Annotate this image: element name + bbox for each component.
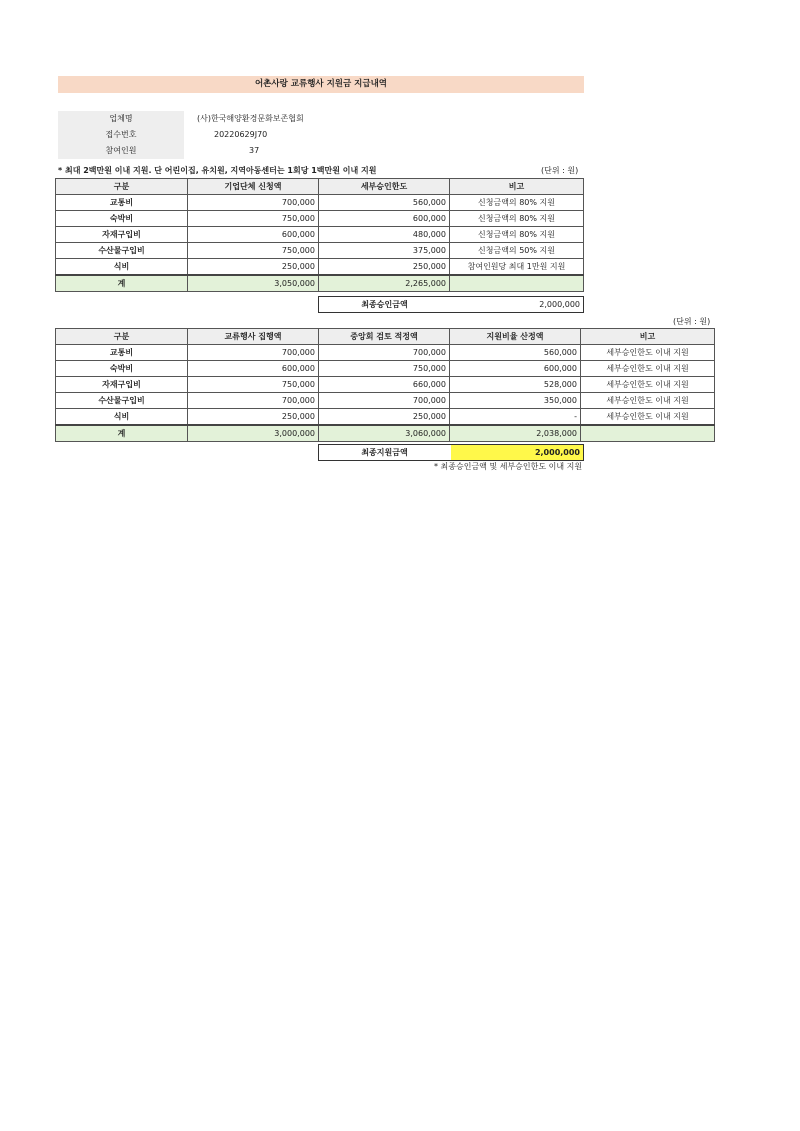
col-header: 중앙회 검토 적정액	[319, 329, 450, 345]
table-row	[56, 393, 715, 409]
approval-table	[55, 178, 584, 292]
category-cell: 식비	[56, 259, 188, 276]
participants-label: 참여인원	[58, 143, 184, 159]
col-header: 비고	[581, 329, 715, 345]
table-header-row	[56, 179, 584, 195]
participants-value: 37	[249, 146, 260, 155]
table-row	[56, 259, 584, 276]
limit-amount-cell: 600,000	[319, 211, 450, 227]
company-value: (사)한국해양환경문화보존협회	[197, 114, 304, 123]
category-cell: 자재구입비	[56, 227, 188, 243]
review-amount-cell: 250,000	[319, 409, 450, 426]
col-header: 기업단체 신청액	[188, 179, 319, 195]
col-header: 교류행사 집행액	[188, 329, 319, 345]
total-remark-cell	[581, 425, 715, 442]
limit-amount-cell: 375,000	[319, 243, 450, 259]
apply-amount-cell: 250,000	[188, 259, 319, 276]
calculated-amount-cell: 350,000	[450, 393, 581, 409]
unit-label-2: (단위 : 원)	[673, 317, 711, 326]
final-support-box	[318, 444, 584, 461]
support-note: * 최대 2백만원 이내 지원. 단 어린이집, 유치원, 지역아동센터는 1회당 1백만원 이내 지원	[58, 166, 377, 175]
remark-cell: 세부승인한도 이내 지원	[581, 345, 715, 361]
executed-amount-cell: 750,000	[188, 377, 319, 393]
remark-cell: 세부승인한도 이내 지원	[581, 409, 715, 426]
category-cell: 자재구입비	[56, 377, 188, 393]
category-cell: 수산물구입비	[56, 243, 188, 259]
remark-cell: 신청금액의 80% 지원	[450, 211, 584, 227]
settlement-table	[55, 328, 715, 442]
total-row	[56, 275, 584, 292]
col-header: 구분	[56, 179, 188, 195]
category-cell: 수산물구입비	[56, 393, 188, 409]
category-cell: 교통비	[56, 345, 188, 361]
apply-amount-cell: 700,000	[188, 195, 319, 211]
table-row	[56, 227, 584, 243]
apply-amount-cell: 600,000	[188, 227, 319, 243]
apply-amount-cell: 750,000	[188, 211, 319, 227]
total-remark-cell	[450, 275, 584, 292]
final-support-value: 2,000,000	[534, 448, 580, 457]
category-cell: 교통비	[56, 195, 188, 211]
total-executed-cell: 3,000,000	[188, 425, 319, 442]
final-approval-box	[318, 296, 584, 313]
remark-cell: 세부승인한도 이내 지원	[581, 377, 715, 393]
apply-amount-cell: 750,000	[188, 243, 319, 259]
limit-amount-cell: 250,000	[319, 259, 450, 276]
category-cell: 숙박비	[56, 361, 188, 377]
table-row	[56, 243, 584, 259]
receipt-number-label: 접수번호	[58, 127, 184, 143]
remark-cell: 신청금액의 80% 지원	[450, 195, 584, 211]
page-title: 어촌사랑 교류행사 지원금 지급내역	[58, 76, 584, 93]
company-label: 업체명	[58, 111, 184, 127]
receipt-number-value: 20220629J70	[214, 130, 268, 139]
remark-cell: 세부승인한도 이내 지원	[581, 361, 715, 377]
total-row	[56, 425, 715, 442]
limit-amount-cell: 480,000	[319, 227, 450, 243]
review-amount-cell: 700,000	[319, 345, 450, 361]
final-support-label: 최종지원금액	[361, 448, 408, 457]
category-cell: 식비	[56, 409, 188, 426]
calculated-amount-cell: 528,000	[450, 377, 581, 393]
table-row	[56, 377, 715, 393]
total-apply-cell: 3,050,000	[188, 275, 319, 292]
table-row	[56, 409, 715, 426]
table-row	[56, 345, 715, 361]
unit-label-1: (단위 : 원)	[541, 166, 579, 175]
total-label-cell: 계	[56, 425, 188, 442]
total-calculated-cell: 2,038,000	[450, 425, 581, 442]
total-limit-cell: 2,265,000	[319, 275, 450, 292]
col-header: 지원비율 산정액	[450, 329, 581, 345]
remark-cell: 신청금액의 80% 지원	[450, 227, 584, 243]
final-approval-value: 2,000,000	[539, 300, 580, 309]
calculated-amount-cell: 560,000	[450, 345, 581, 361]
executed-amount-cell: 600,000	[188, 361, 319, 377]
final-approval-label: 최종승인금액	[361, 300, 408, 309]
review-amount-cell: 750,000	[319, 361, 450, 377]
total-label-cell: 계	[56, 275, 188, 292]
table-row	[56, 361, 715, 377]
remark-cell: 신청금액의 50% 지원	[450, 243, 584, 259]
executed-amount-cell: 250,000	[188, 409, 319, 426]
remark-cell: 참여인원당 최대 1만원 지원	[450, 259, 584, 276]
table-row	[56, 211, 584, 227]
col-header: 비고	[450, 179, 584, 195]
review-amount-cell: 700,000	[319, 393, 450, 409]
table-header-row	[56, 329, 715, 345]
footnote: * 최종승인금액 및 세부승인한도 이내 지원	[434, 462, 583, 471]
total-review-cell: 3,060,000	[319, 425, 450, 442]
table-row	[56, 195, 584, 211]
col-header: 세부승인한도	[319, 179, 450, 195]
calculated-amount-cell: 600,000	[450, 361, 581, 377]
review-amount-cell: 660,000	[319, 377, 450, 393]
calculated-amount-cell: -	[450, 409, 581, 426]
remark-cell: 세부승인한도 이내 지원	[581, 393, 715, 409]
category-cell: 숙박비	[56, 211, 188, 227]
executed-amount-cell: 700,000	[188, 345, 319, 361]
col-header: 구분	[56, 329, 188, 345]
executed-amount-cell: 700,000	[188, 393, 319, 409]
limit-amount-cell: 560,000	[319, 195, 450, 211]
